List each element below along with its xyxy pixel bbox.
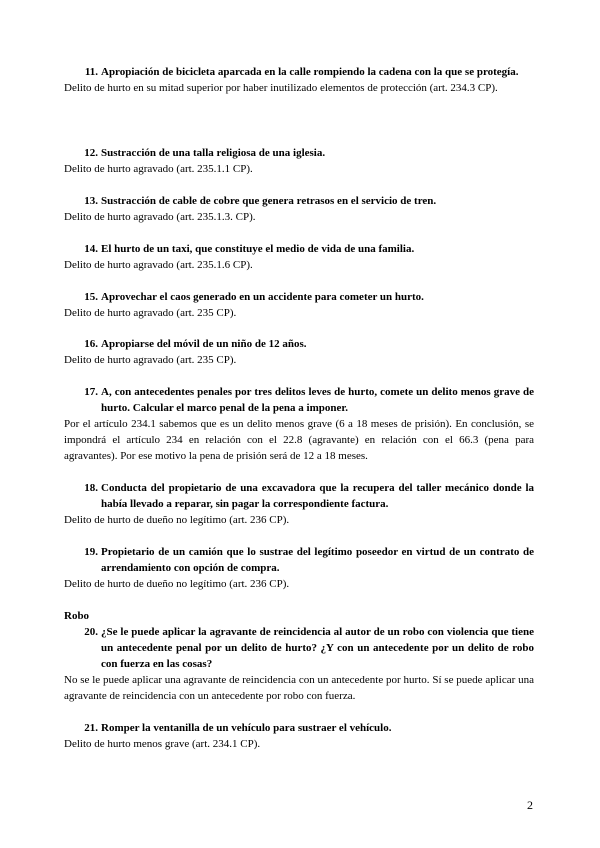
- list-item: [64, 289, 534, 321]
- answer: Delito de hurto de dueño no legítimo (art. 236 CP).: [64, 514, 290, 526]
- page-number: 2: [527, 798, 533, 812]
- question: 12. Sustracción de una talla religiosa de una iglesia.: [84, 147, 326, 159]
- answer: Delito de hurto agravado (art. 235.1.3. CP).: [64, 211, 256, 223]
- answer: Delito de hurto agravado (art. 235.1.1 CP).: [64, 163, 253, 175]
- question: 17. A, con antecedentes penales por tres delitos leves de hurto, comete un delito menos grave de hurto. Calcular el marco penal de la pena a imponer.: [84, 386, 534, 414]
- question: 11. Apropiación de bicicleta aparcada en la calle rompiendo la cadena con la que se protegía.: [84, 66, 519, 78]
- question: 14. El hurto de un taxi, que constituye el medio de vida de una familia.: [84, 243, 415, 255]
- answer: Delito de hurto agravado (art. 235 CP).: [64, 307, 237, 319]
- answer: Delito de hurto agravado (art. 235 CP).: [64, 354, 237, 366]
- list-item: [64, 720, 534, 752]
- answer: Delito de hurto agravado (art. 235.1.6 CP).: [64, 259, 253, 271]
- question: 16. Apropiarse del móvil de un niño de 12 años.: [84, 338, 307, 350]
- answer: Delito de hurto de dueño no legítimo (art. 236 CP).: [64, 578, 290, 590]
- list-item: [64, 544, 534, 592]
- question: 20. ¿Se le puede aplicar la agravante de reincidencia al autor de un robo con violencia que tiene un antecedente penal por un delito de hurto? ¿Y con un antecedente por un delito de robo con fuerza en las cosas?: [84, 626, 534, 670]
- list-item: [64, 193, 534, 225]
- answer: No se le puede aplicar una agravante de reincidencia con un antecedente por hurto. Sí se puede aplicar una agravante de reincidencia con un antecedente por robo con fuerza.: [64, 674, 534, 702]
- list-item: [64, 64, 534, 96]
- section-heading: Robo: [64, 610, 90, 622]
- question: 13. Sustracción de cable de cobre que genera retrasos en el servicio de tren.: [84, 195, 437, 207]
- question: 21. Romper la ventanilla de un vehículo para sustraer el vehículo.: [84, 722, 392, 734]
- list-item: [64, 336, 534, 368]
- answer: Delito de hurto menos grave (art. 234.1 CP).: [64, 738, 261, 750]
- question: 15. Aprovechar el caos generado en un accidente para cometer un hurto.: [84, 291, 424, 303]
- list-item: [64, 480, 534, 528]
- question: 18. Conducta del propietario de una excavadora que la recupera del taller mecánico donde la había llevado a reparar, sin pagar la correspondiente factura.: [84, 482, 534, 510]
- answer: Por el artículo 234.1 sabemos que es un delito menos grave (6 a 18 meses de prisión). En conclusión, se impondrá el artículo 234 en relación con el 22.8 (agravante) en relación con el 66.3 (pena para agravantes). Por ese motivo la pena de prisión será de 12 a 18 meses.: [64, 418, 534, 462]
- list-item: [64, 624, 534, 704]
- list-item: [64, 241, 534, 273]
- list-item: [64, 384, 534, 464]
- question: 19. Propietario de un camión que lo sustrae del legítimo poseedor en virtud de un contrato de arrendamiento con opción de compra.: [84, 546, 534, 574]
- list-item: [64, 145, 534, 177]
- answer: Delito de hurto en su mitad superior por haber inutilizado elementos de protección (art. 234.3 CP).: [64, 82, 498, 94]
